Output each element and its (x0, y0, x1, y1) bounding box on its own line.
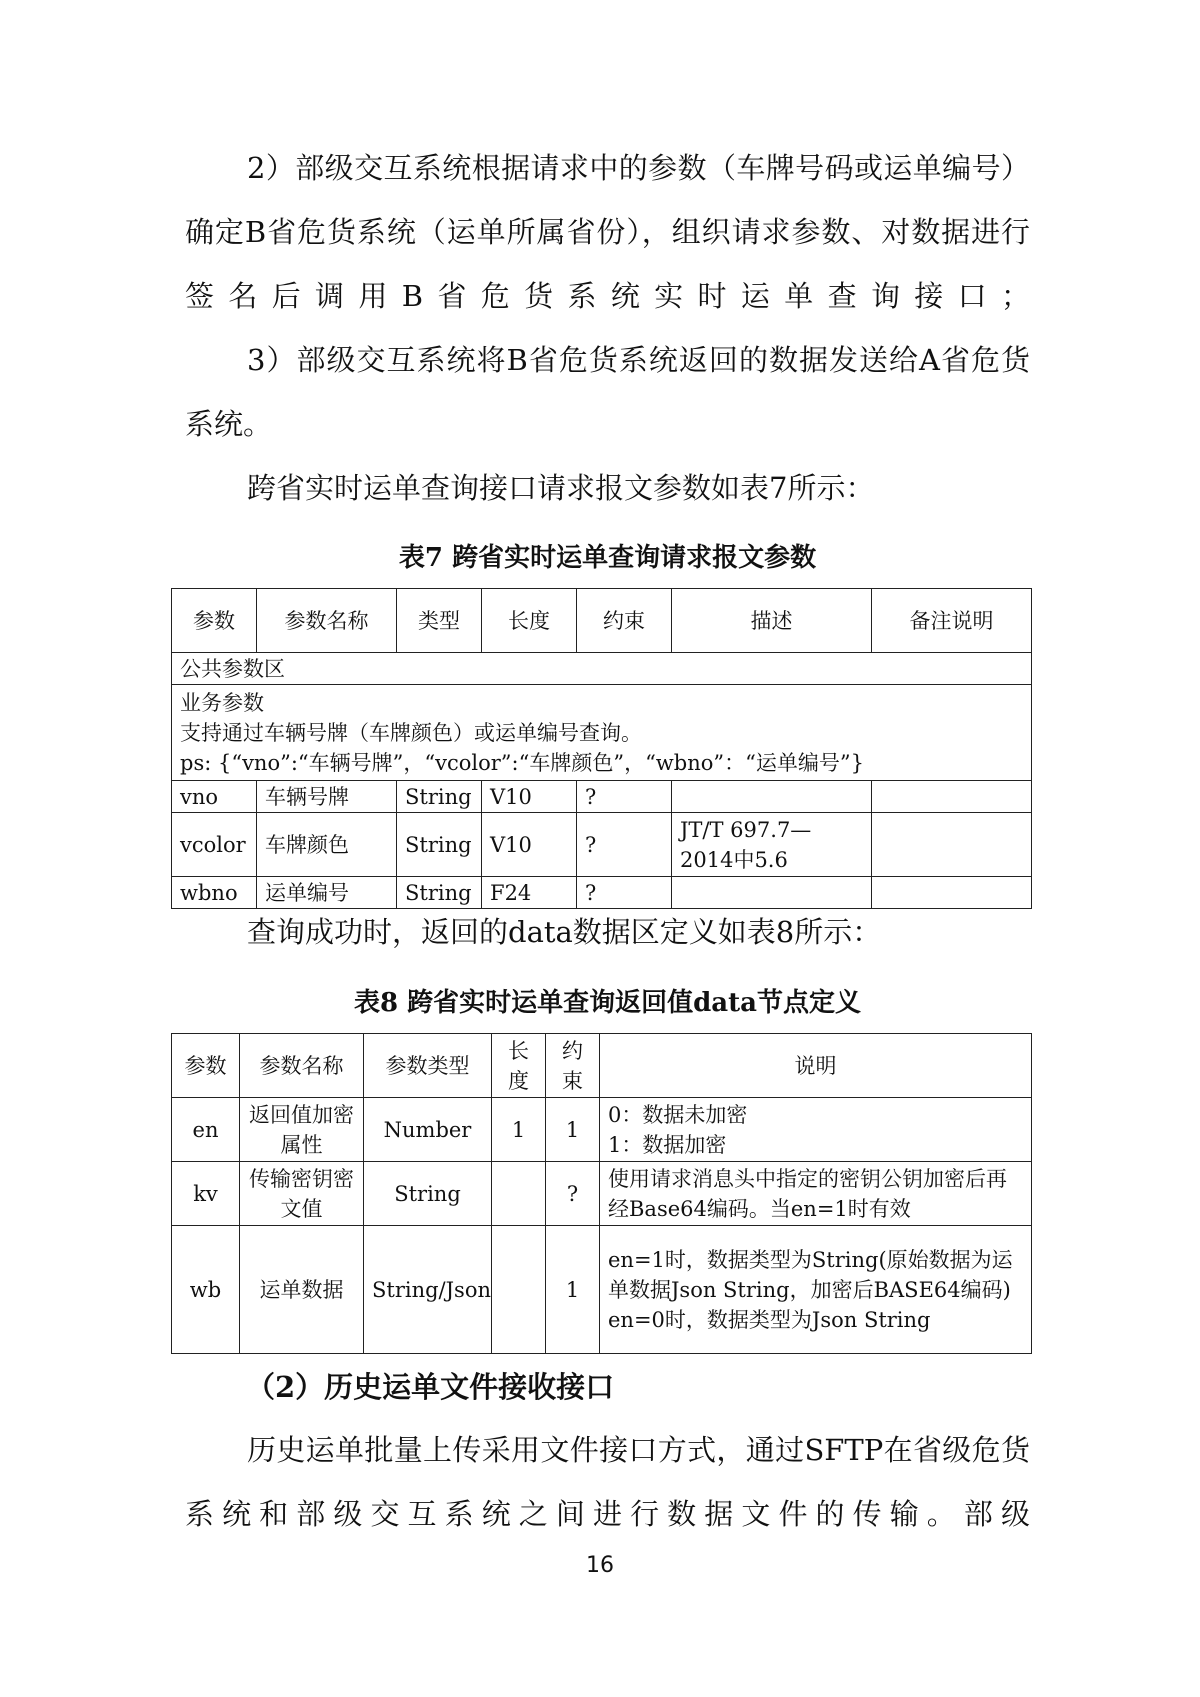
table7 (171, 588, 1032, 909)
table7-cell-length: F24 (482, 877, 577, 909)
desc-line: 0：数据未加密 (608, 1102, 748, 1127)
table8-cell-param: kv (172, 1162, 240, 1226)
table8-header-cell: 长度 (492, 1034, 546, 1098)
table7-header-cell: 描述 (672, 589, 872, 653)
table7-section-row (172, 653, 1032, 685)
table7-section-row (172, 685, 1032, 781)
table8-header-cell: 说明 (600, 1034, 1032, 1098)
table8-cell-param: wb (172, 1226, 240, 1354)
table8-header-cell: 参数 (172, 1034, 240, 1098)
table8-cell-name: 运单数据 (240, 1226, 364, 1354)
table7-cell-name: 运单编号 (257, 877, 397, 909)
table8-cell-type: Number (364, 1098, 492, 1162)
table8-cell-constraint: ? (546, 1162, 600, 1226)
table7-cell-constraint: ? (577, 781, 672, 813)
table7-cell-name: 车辆号牌 (257, 781, 397, 813)
table8-cell-desc (600, 1162, 1032, 1226)
table7-header-row (172, 589, 1032, 653)
table7-header-cell: 参数名称 (257, 589, 397, 653)
table8-cell-length (492, 1226, 546, 1354)
paragraph-table7-intro: 跨省实时运单查询接口请求报文参数如表7所示： (247, 471, 875, 505)
table7-header-cell: 备注说明 (872, 589, 1032, 653)
table7-header-cell: 类型 (397, 589, 482, 653)
desc-line: 1：数据加密 (608, 1132, 727, 1157)
table8-cell-desc (600, 1226, 1032, 1354)
table8-header-cell: 参数类型 (364, 1034, 492, 1098)
table8-caption: 表8 跨省实时运单查询返回值data节点定义 (353, 988, 862, 1018)
paragraph-history-upload: 历史运单批量上传采用文件接口方式，通过SFTP在省级危货系统和部级交互系统之间进行数据文件的传输。部级 (185, 1433, 1030, 1531)
table8-cell-length: 1 (492, 1098, 546, 1162)
table8-cell-constraint: 1 (546, 1098, 600, 1162)
paragraph-step-2: 2）部级交互系统根据请求中的参数（车牌号码或运单编号）确定B省危货系统（运单所属省份），组织请求参数、对数据进行签名后调用B省危货系统实时运单查询接口； (185, 151, 1030, 313)
table7-cell-note (872, 813, 1032, 877)
table8-cell-type: String/Json (364, 1226, 492, 1354)
table7-cell-type: String (397, 813, 482, 877)
table8-header-cell: 约束 (546, 1034, 600, 1098)
table8-cell-desc (600, 1098, 1032, 1162)
table-row (172, 813, 1032, 877)
table8-cell-length (492, 1162, 546, 1226)
business-section-line: 业务参数 (180, 690, 264, 715)
table7-cell-name: 车牌颜色 (257, 813, 397, 877)
table7-cell-constraint: ? (577, 813, 672, 877)
desc-line: en=0时，数据类型为Json String (608, 1307, 931, 1332)
table7-cell-type: String (397, 877, 482, 909)
table8-cell-type: String (364, 1162, 492, 1226)
table7-business-section (172, 685, 1032, 781)
desc-line: 使用请求消息头中指定的密钥公钥加密后再经Base64编码。当en=1时有效 (608, 1166, 1007, 1221)
table7-cell-desc (672, 781, 872, 813)
desc-line: en=1时，数据类型为String(原始数据为运单数据Json String，加密后BASE64编码) (608, 1247, 1013, 1302)
table8-cell-constraint: 1 (546, 1226, 600, 1354)
table7-cell-param: vno (172, 781, 257, 813)
table7-cell-param: wbno (172, 877, 257, 909)
table8-cell-name: 传输密钥密文值 (240, 1162, 364, 1226)
table7-cell-type: String (397, 781, 482, 813)
table8-cell-param: en (172, 1098, 240, 1162)
table-row (172, 1098, 1032, 1162)
table7-caption: 表7 跨省实时运单查询请求报文参数 (398, 543, 817, 573)
table7-cell-length: V10 (482, 781, 577, 813)
table8-header-row (172, 1034, 1032, 1098)
page-number: 16 (586, 1553, 614, 1578)
table7-header-cell: 约束 (577, 589, 672, 653)
table7-cell-desc: JT/T 697.7—2014中5.6 (672, 813, 872, 877)
business-section-line: 支持通过车辆号牌（车牌颜色）或运单编号查询。 (180, 720, 642, 745)
table7-cell-note (872, 781, 1032, 813)
business-section-line: ps: {“vno”:“车辆号牌”，“vcolor”:“车牌颜色”，“wbno”：“运单编号”} (180, 750, 864, 775)
table7-cell-param: vcolor (172, 813, 257, 877)
table7-cell-length: V10 (482, 813, 577, 877)
table-row (172, 781, 1032, 813)
table8-header-cell: 参数名称 (240, 1034, 364, 1098)
table7-header-cell: 参数 (172, 589, 257, 653)
paragraph-step-3: 3）部级交互系统将B省危货系统返回的数据发送给A省危货系统。 (185, 343, 1030, 441)
table8 (171, 1033, 1032, 1354)
table8-cell-name: 返回值加密属性 (240, 1098, 364, 1162)
table-row (172, 1162, 1032, 1226)
section-heading: （2）历史运单文件接收接口 (246, 1370, 615, 1404)
paragraph-table8-intro: 查询成功时，返回的data数据区定义如表8所示： (247, 915, 882, 949)
table-row (172, 1226, 1032, 1354)
table7-cell-constraint: ? (577, 877, 672, 909)
table7-public-section: 公共参数区 (172, 653, 1032, 685)
table7-header-cell: 长度 (482, 589, 577, 653)
